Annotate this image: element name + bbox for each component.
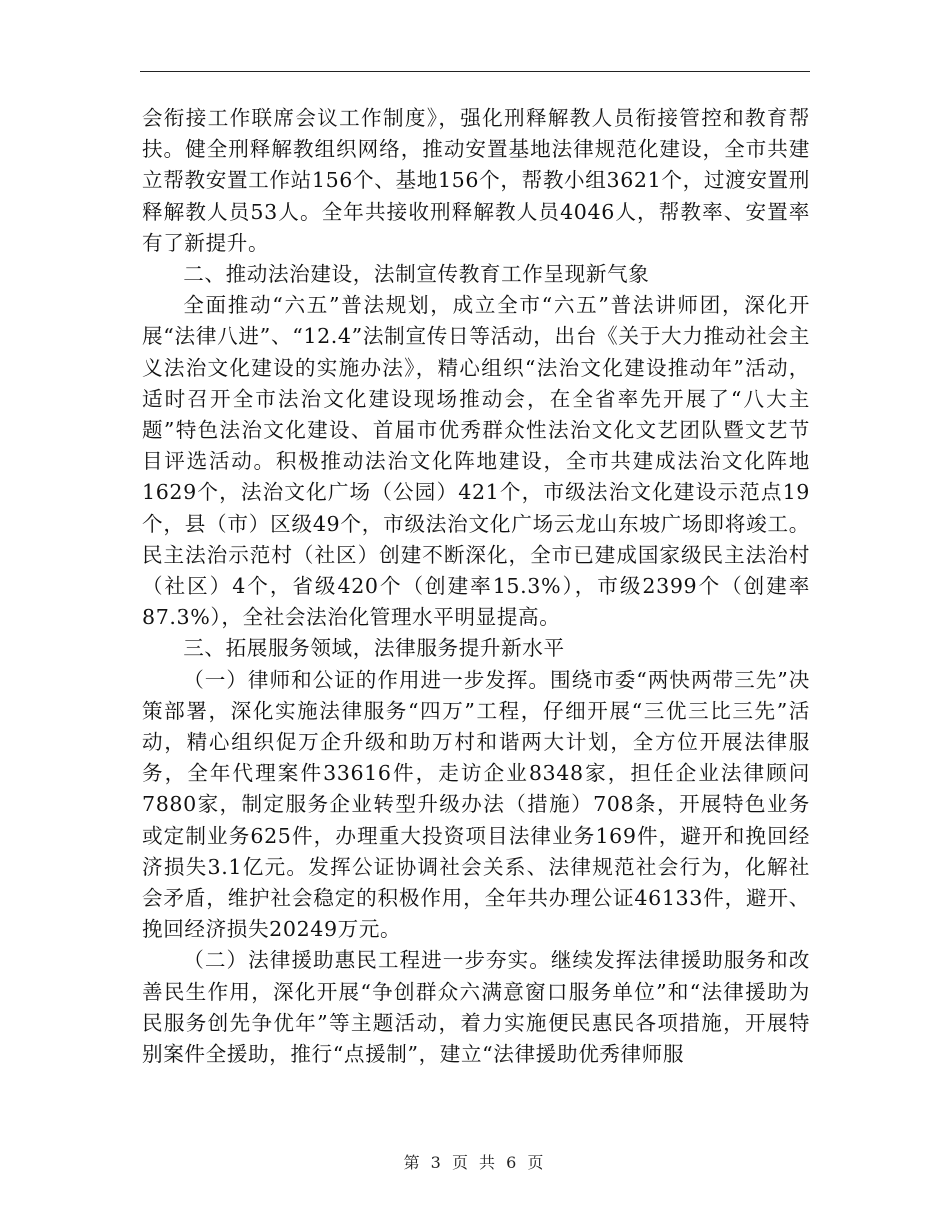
paragraph-continuation: 会衔接工作联席会议工作制度》，强化刑释解教人员衔接管控和教育帮扶。健全刑释解教组织网络，推动安置基地法律规范化建设，全市共建立帮教安置工作站156个、基地156个，帮教小组3621个，过渡安置刑释解教人员53人。全年共接收刑释解教人员4046人，帮教率、安置率有了新提升。 <box>142 106 810 255</box>
section-heading-3: 三、拓展服务领域，法律服务提升新水平 <box>183 636 565 661</box>
section-heading-2: 二、推动法治建设，法制宣传教育工作呈现新气象 <box>183 262 650 287</box>
paragraph-legal-education: 全面推动“六五”普法规划，成立全市“六五”普法讲师团，深化开展“法律八进”、“12.4”法制宣传日等活动，出台《关于大力推动社会主义法治文化建设的实施办法》，精心组织“法治文化建设推动年”活动，适时召开全市法治文化建设现场推动会，在全省率先开展了“八大主题”特色法治文化建设、首届市优秀群众性法治文化文艺团队暨文艺节目评选活动。积极推动法治文化阵地建设，全市共建成法治文化阵地1629个，法治文化广场（公园）421个，市级法治文化建设示范点19个，县（市）区级49个，市级法治文化广场云龙山东坡广场即将竣工。民主法治示范村（社区）创建不断深化，全市已建成国家级民主法治村（社区）4个，省级420个（创建率15.3%），市级2399个（创建率87.3%），全社会法治化管理水平明显提高。 <box>142 293 810 630</box>
document-body <box>142 103 810 1070</box>
paragraph-legal-aid: （二）法律援助惠民工程进一步夯实。继续发挥法律援助服务和改善民生作用，深化开展“争创群众六满意窗口服务单位”和“法律援助为民服务创先争优年”等主题活动，着力实施便民惠民各项措施，开展特别案件全援助，推行“点援制”，建立“法律援助优秀律师服 <box>142 948 810 1067</box>
page-number-footer: 第 3 页 共 6 页 <box>403 1153 547 1172</box>
header-rule <box>140 71 810 72</box>
paragraph-lawyers-notary: （一）律师和公证的作用进一步发挥。围绕市委“两快两带三先”决策部署，深化实施法律服务“四万”工程，仔细开展“三优三比三先”活动，精心组织促万企升级和助万村和谐两大计划，全方位开展法律服务，全年代理案件33616件，走访企业8348家，担任企业法律顾问7880家，制定服务企业转型升级办法（措施）708条，开展特色业务或定制业务625件，办理重大投资项目法律业务169件，避开和挽回经济损失3.1亿元。发挥公证协调社会关系、法律规范社会行为，化解社会矛盾，维护社会稳定的积极作用，全年共办理公证46133件，避开、挽回经济损失20249万元。 <box>142 667 810 942</box>
